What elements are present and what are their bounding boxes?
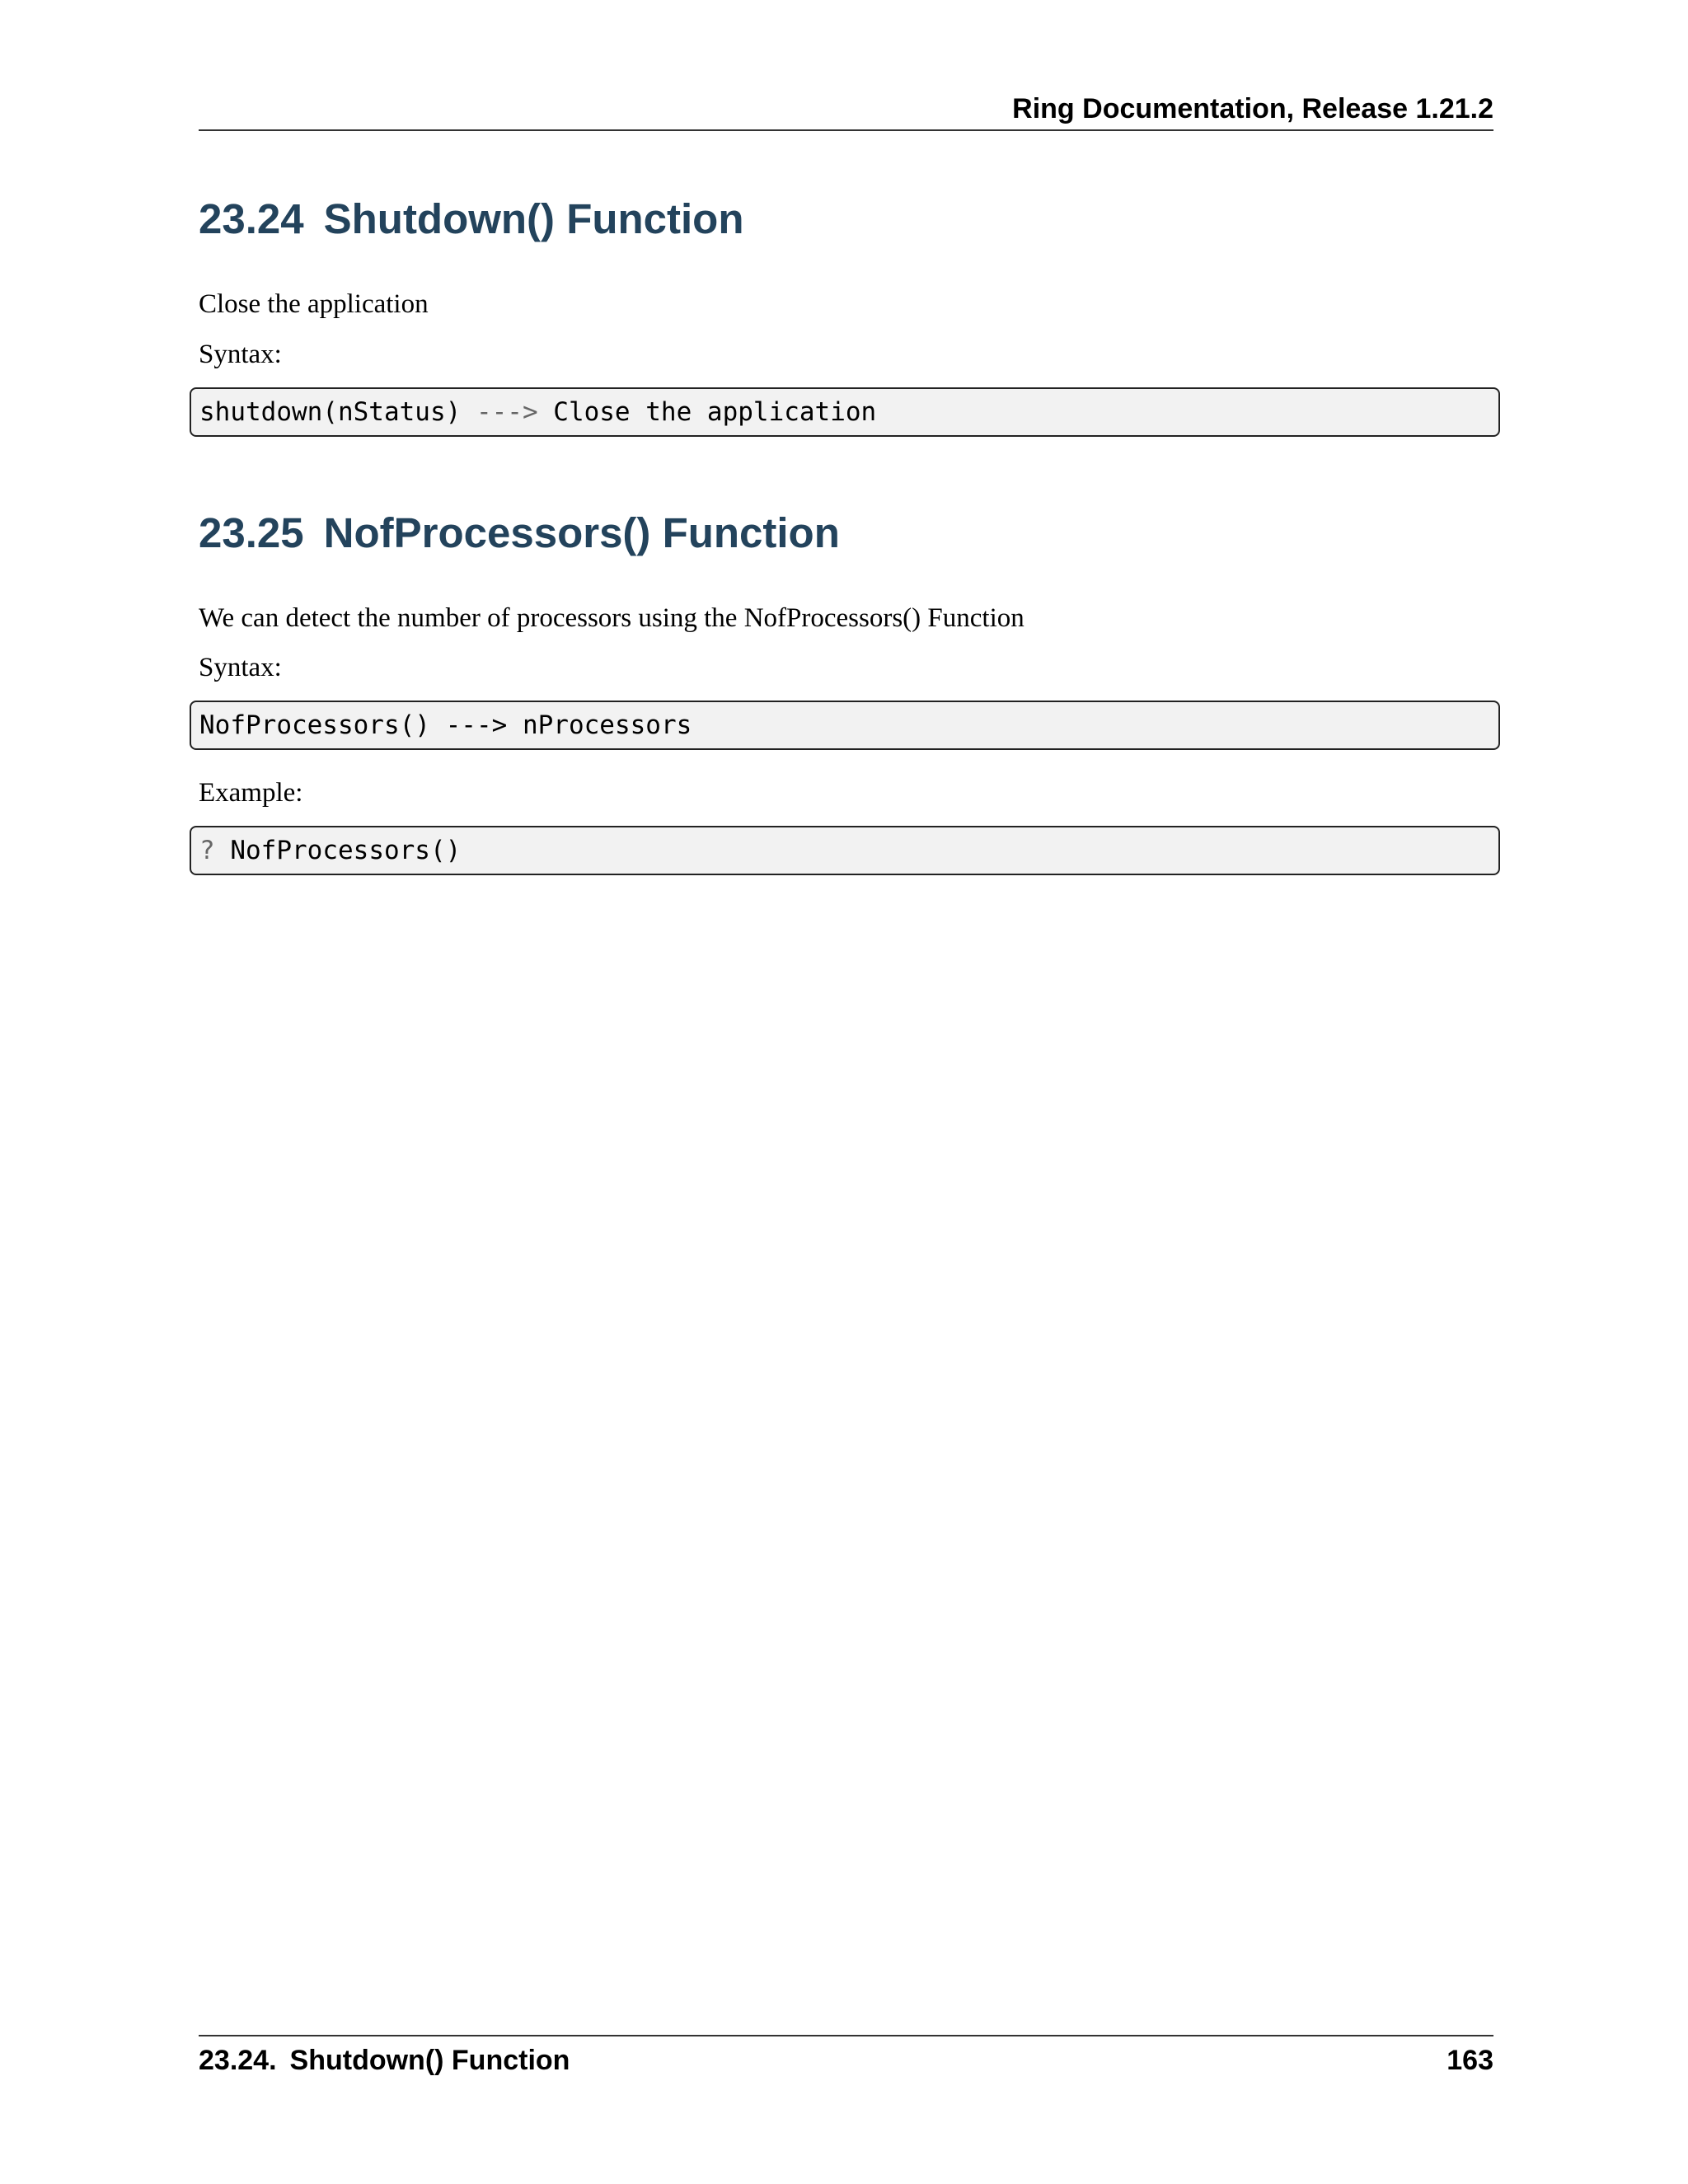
footer-section-title: Shutdown() Function (289, 2045, 570, 2076)
shutdown-syntax-label: Syntax: (199, 340, 282, 369)
running-footer (199, 2042, 1493, 2079)
code-arrow: ---> (445, 710, 508, 740)
nofprocessors-description: We can detect the number of processors using the NofProcessors() Function (199, 603, 1025, 633)
code-prompt: ? (199, 836, 215, 865)
footer-section (199, 2042, 570, 2079)
nofprocessors-syntax-label: Syntax: (199, 653, 282, 682)
code-result: nProcessors (522, 710, 692, 740)
page-number: 163 (1447, 2045, 1493, 2076)
running-header: Ring Documentation, Release 1.21.2 (1012, 93, 1493, 124)
shutdown-description: Close the application (199, 289, 429, 319)
section-heading-shutdown (199, 194, 743, 244)
header-rule (199, 129, 1493, 131)
footer-rule (199, 2035, 1493, 2036)
code-result: Close the application (553, 397, 877, 427)
code-call: NofProcessors() (230, 836, 462, 865)
section-heading-nofprocessors (199, 509, 840, 558)
code-arrow: ---> (476, 397, 538, 427)
section-number: 23.24 (199, 195, 304, 242)
code-call: shutdown(nStatus) (199, 397, 462, 427)
nofprocessors-syntax-code-block (190, 701, 1500, 750)
section-title: NofProcessors() Function (323, 509, 840, 556)
code-call: NofProcessors() (199, 710, 430, 740)
footer-section-number: 23.24. (199, 2045, 277, 2076)
section-title: Shutdown() Function (323, 195, 744, 242)
nofprocessors-example-code-block (190, 826, 1500, 875)
shutdown-syntax-code-block (190, 387, 1500, 437)
nofprocessors-example-label: Example: (199, 778, 303, 808)
section-number: 23.25 (199, 509, 304, 556)
